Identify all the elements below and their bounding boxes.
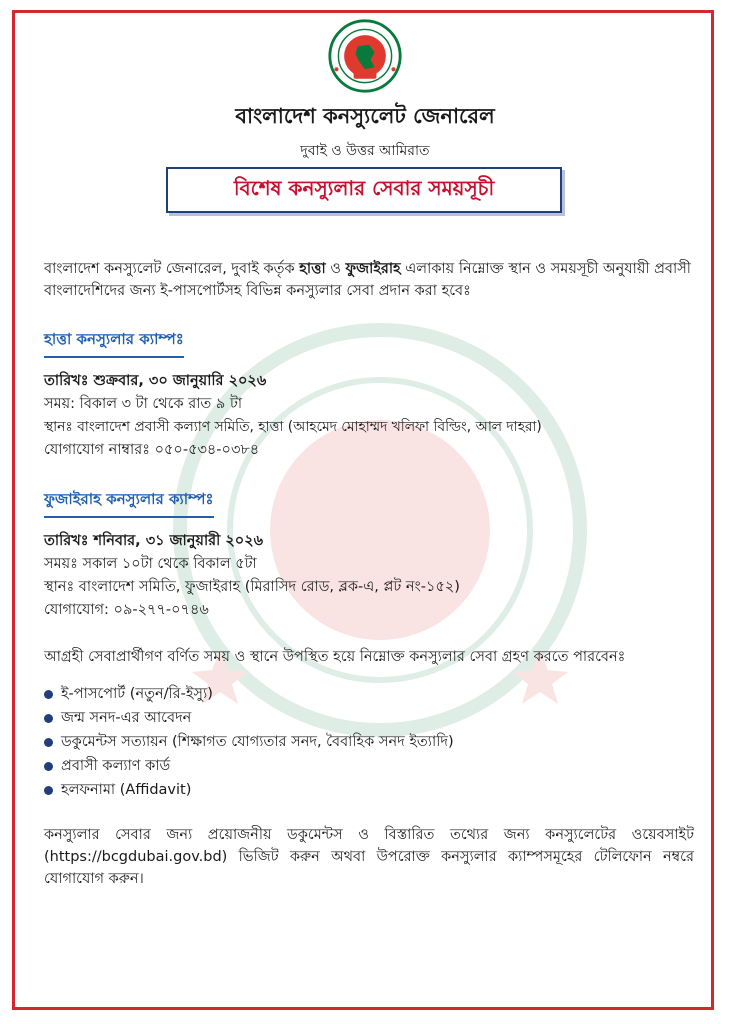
service-label: ডকুমেন্টস সত্যায়ন (শিক্ষাগত যোগ্যতার সনদ, বৈবাহিক সনদ ইত্যাদি) [61,734,454,750]
organization-location: দুবাই ও উত্তর আমিরাত [300,143,430,159]
bullet-icon [44,762,53,771]
notice-body [44,258,694,890]
fujairah-camp-heading: ফুজাইরাহ কনস্যুলার ক্যাম্পঃ [44,488,214,518]
list-item [44,682,694,706]
list-item [44,754,694,778]
notice-title-box [166,167,562,213]
bullet-icon [44,690,53,699]
fujairah-date: তারিখঃ শনিবার, ৩১ জানুয়ারী ২০২৬ [44,533,264,549]
organization-name: বাংলাদেশ কনস্যুলেট জেনারেল [235,104,495,128]
fujairah-time: সময়ঃ সকাল ১০টা থেকে বিকাল ৫টা [44,556,257,572]
intro-and: ও [325,261,346,277]
bullet-icon [44,786,53,795]
intro-text-2: এলাকায় নিম্নোক্ত স্থান ও সময়সূচী অনুযায়ী প্রবাসী বাংলাদেশিদের জন্য ই-পাসপোর্টসহ বিভিন্ন কনস্যুলার সেবা প্রদান করা হবেঃ [44,261,691,299]
list-item [44,706,694,730]
bullet-icon [44,738,53,747]
hatta-camp-heading: হাত্তা কনস্যুলার ক্যাম্পঃ [44,328,184,358]
intro-text-1: বাংলাদেশ কনস্যুলেট জেনারেল, দুবাই কর্তৃক [44,261,300,277]
list-item [44,778,694,802]
header [0,18,730,163]
bullet-icon [44,714,53,723]
service-label: প্রবাসী কল্যাণ কার্ড [61,758,171,774]
intro-fujairah: ফুজাইরাহ [345,261,401,277]
hatta-date: তারিখঃ শুক্রবার, ৩০ জানুয়ারি ২০২৬ [44,373,267,389]
intro-hatta: হাত্তা [299,261,326,277]
hatta-time: সময়: বিকাল ৩ টা থেকে রাত ৯ টা [44,396,243,412]
fujairah-place: স্থানঃ বাংলাদেশ সমিতি, ফুজাইরাহ (মিরাসিদ রোড, ব্লক-এ, প্লট নং-১৫২) [44,579,460,595]
fujairah-camp-details [44,530,694,622]
notice-title: বিশেষ কনস্যুলার সেবার সময়সূচী [233,175,495,200]
hatta-contact: যোগাযোগ নাম্বারঃ ০৫০-৫৩৪-০৩৮৪ [44,442,260,458]
list-item [44,730,694,754]
service-label: ই-পাসপোর্ট (নতুন/রি-ইস্যু) [61,686,213,702]
services-list [44,682,694,802]
service-label: হলফনামা (Affidavit) [61,782,192,798]
hatta-place: স্থানঃ বাংলাদেশ প্রবাসী কল্যাণ সমিতি, হাত্তা (আহমেদ মোহাম্মদ খলিফা বিল্ডিং, আল দাহরা) [44,419,542,435]
hatta-camp-details [44,370,694,462]
services-intro: আগ্রহী সেবাপ্রার্থীগণ বর্ণিত সময় ও স্থানে উপস্থিত হয়ে নিম্নোক্ত কনস্যুলার সেবা গ্রহণ করতে পারবেনঃ [44,649,626,665]
service-label: জন্ম সনদ-এর আবেদন [61,710,192,726]
fujairah-contact: যোগাযোগ: ০৯-২৭৭-০৭৪৬ [44,602,209,618]
government-seal-icon [327,18,403,94]
closing-paragraph: কনস্যুলার সেবার জন্য প্রয়োজনীয় ডকুমেন্টস ও বিস্তারিত তথ্যের জন্য কনস্যুলেটের ওয়েবসাইট (https://bcgdubai.gov.bd) ভিজিট করুন অথবা উপরোক্ত কনস্যুলার ক্যাম্পসমূহের টেলিফোন নম্বরে যোগাযোগ করুন। [44,827,694,887]
intro-paragraph [44,258,694,302]
